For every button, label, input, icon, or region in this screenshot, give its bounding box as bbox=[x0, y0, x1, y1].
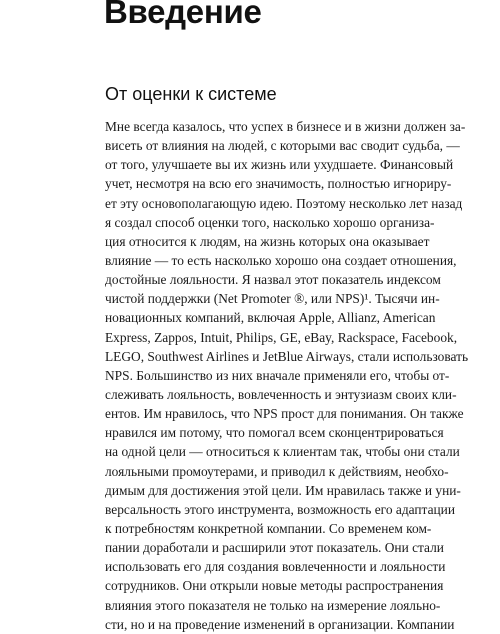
chapter-title: Введение bbox=[104, 0, 262, 30]
text-line: висеть от влияния на людей, с которыми вас сводит судьба, — bbox=[105, 138, 460, 154]
text-line: от того, улучшаете вы их жизнь или ухудшаете. Финансовый bbox=[105, 157, 454, 173]
text-line: пании доработали и расширили этот показатель. Они стали bbox=[105, 540, 444, 556]
text-line: димым для достижения этой цели. Им нравилась также и уни- bbox=[105, 482, 461, 498]
text-line: LEGO, Southwest Airlines и JetBlue Airways, стали использовать bbox=[105, 348, 469, 364]
text-line: Мне всегда казалось, что успех в бизнесе и в жизни должен за- bbox=[105, 119, 466, 134]
text-line: лояльными промоутерами, и приводил к действиям, необхо- bbox=[105, 463, 449, 479]
text-line: новационных компаний, включая Apple, Allianz, American bbox=[105, 310, 436, 326]
text-line: учет, несмотря на всю его значимость, полностью игнориру- bbox=[105, 176, 452, 192]
text-line: использовать его для создания вовлеченности и лояльности bbox=[105, 559, 446, 575]
text-line: я создал способ оценки того, насколько хорошо организа- bbox=[105, 214, 435, 230]
text-line: ентов. Им нравилось, что NPS прост для понимания. Он также bbox=[105, 406, 464, 422]
text-line: версальность этого инструмента, возможность его адаптации bbox=[105, 501, 456, 517]
text-line: влияние — то есть насколько хорошо она создает отношения, bbox=[105, 252, 457, 268]
text-line: ет эту основополагающую идею. Поэтому несколько лет назад bbox=[105, 195, 463, 211]
text-line: сотрудников. Они открыли новые методы распространения bbox=[105, 578, 444, 594]
text-line: к потребностям конкретной компании. Со временем ком- bbox=[105, 520, 432, 536]
section-title: От оценки к системе bbox=[105, 84, 277, 104]
body-paragraph bbox=[105, 117, 469, 634]
text-line: нравился им потому, что помогал всем сконцентрироваться bbox=[105, 425, 444, 441]
text-line: достойные лояльности. Я назвал этот показатель индексом bbox=[105, 272, 441, 288]
text-line: чистой поддержки (Net Promoter ®, или NPS)¹. Тысячи ин- bbox=[105, 291, 440, 307]
text-line: слеживать лояльность, вовлеченность и энтузиазм своих кли- bbox=[105, 386, 457, 402]
text-line: Express, Zappos, Intuit, Philips, GE, eBay, Rackspace, Facebook, bbox=[105, 329, 458, 345]
text-line: ция относится к людям, на жизнь которых она оказывает bbox=[105, 233, 430, 249]
text-line: на одной цели — относиться к клиентам так, чтобы они стали bbox=[105, 444, 460, 460]
text-line: NPS. Большинство из них вначале применяли его, чтобы от- bbox=[105, 367, 450, 383]
text-line: сти, но и на проведение изменений в организации. Компании bbox=[105, 616, 455, 632]
text-line: влияния этого показателя не только на измерение лояльно- bbox=[105, 597, 441, 613]
